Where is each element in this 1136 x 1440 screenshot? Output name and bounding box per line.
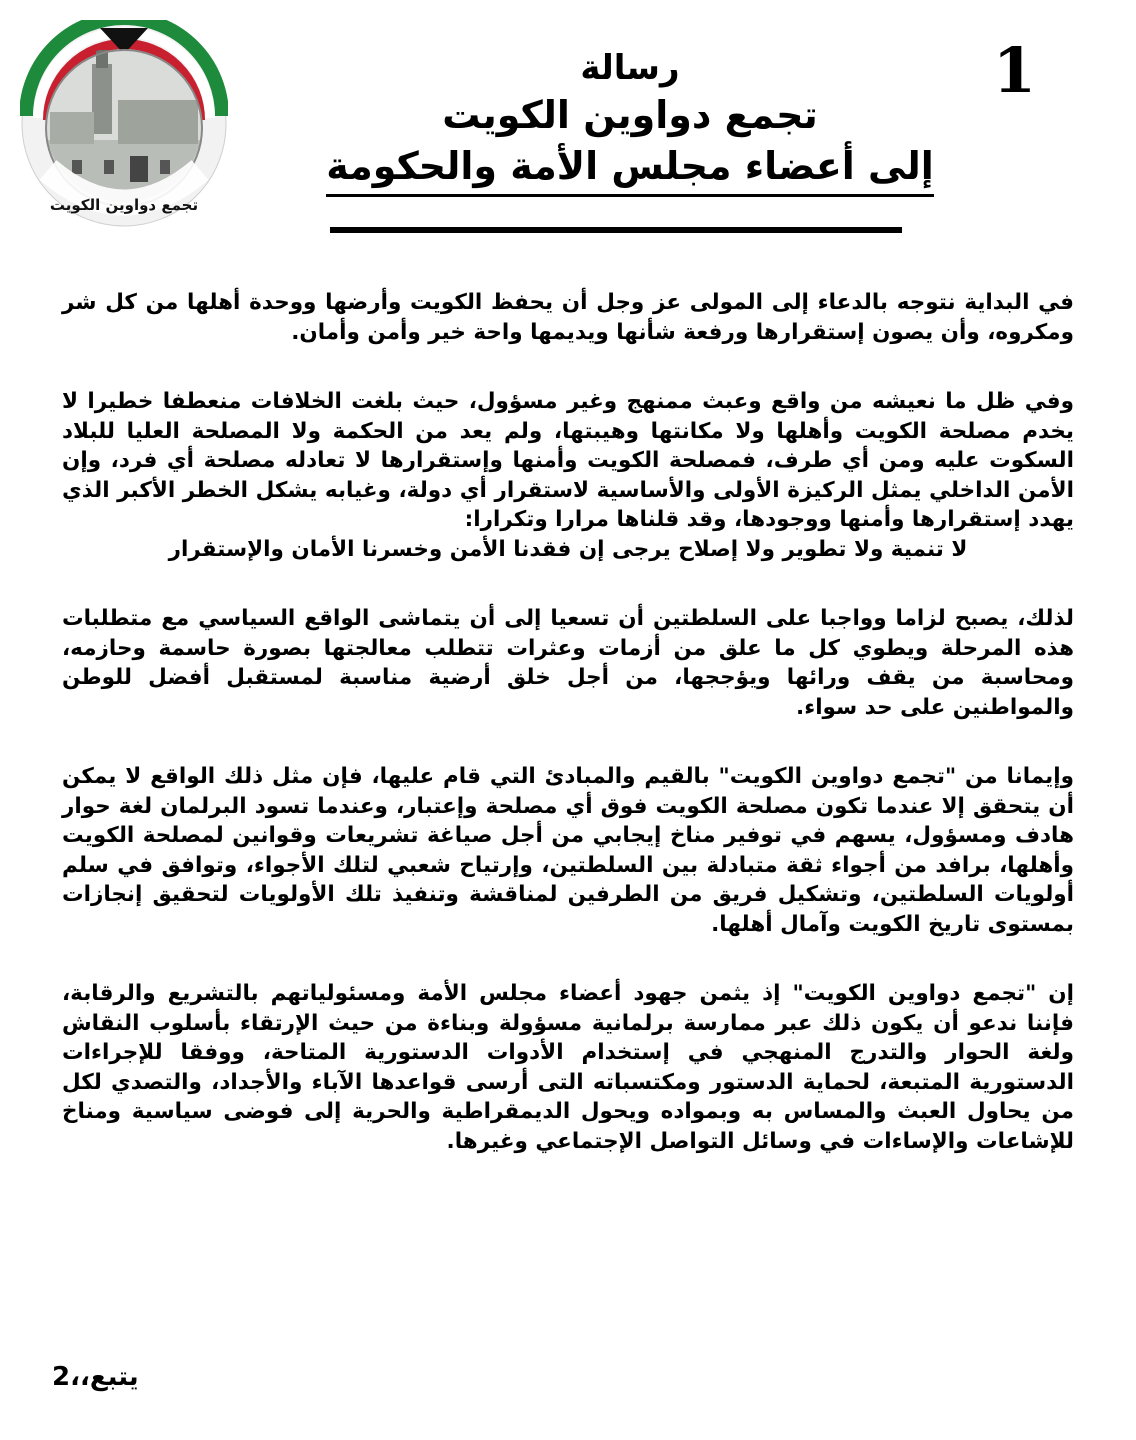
paragraph-opening: في البداية نتوجه بالدعاء إلى المولى عز وجل أن يحفظ الكويت وأرضها ووحدة أهلها من كل شر ومكروه، وأن يصون إستقرارها ورفعة شأنها ويديمها واحة خير وأمن وأمان. (62, 290, 1074, 345)
letter-header (300, 46, 960, 197)
sender-name: تجمع دواوين الكويت (442, 93, 818, 137)
continued-note: يتبع،،2 (52, 1362, 139, 1392)
paragraph-appreciation: إن "تجمع دواوين الكويت" إذ يثمن جهود أعضاء مجلس الأمة ومسئولياتهم بالتشريع والرقابة، فإننا ندعو أن يكون ذلك عبر ممارسة برلمانية مسؤولة وبناءة من حيث الإرتقاء بأسلوب النقاش ولغة الحوار والتدرج المنهجي في إستخدام الأدوات الدستورية المتاحة، ووفقا للإجراءات الدستورية المتبعة، لحماية الدستور ومكتسباته التى أرسى قواعدها الآباء والأجداد، والتصدي لكل من يحاول العبث والمساس به وبمواده ويحول الديمقراطية والحرية إلى فوضى سياسية ومناخ للإشاعات والإساءات في وسائل التواصل الإجتماعي وغيرها. (62, 981, 1074, 1154)
logo-text: تجمع دواوين الكويت (49, 196, 199, 214)
letter-label: رسالة (580, 48, 680, 88)
letter-body (62, 288, 1074, 1196)
paragraph-situation: وفي ظل ما نعيشه من واقع وعبث ممنهج وغير مسؤول، حيث بلغت الخلافات منعطفا خطيرا لا يخدم مصلحة الكويت وأهلها ولا مكانتها وهيبتها، ولم يعد من الحكمة ولا المصلحة العليا للبلاد السكوت عليه ومن أي طرف، فمصلحة الكويت وأمنها وإستقرارها لا تعادله مصلحة أي فرد، وإن الأمن الداخلي يمثل الركيزة الأولى والأساسية لاستقرار أي دولة، وغيابه يشكل الخطر الأكبر الذي يهدد إستقرارها وأمنها ووجودها، وقد قلناها مرارا وتكرارا: (62, 389, 1074, 532)
paragraph-emphasis: لا تنمية ولا تطوير ولا إصلاح يرجى إن فقدنا الأمن وخسرنا الأمان والإستقرار (168, 536, 968, 562)
header-divider (330, 227, 902, 233)
paragraph-belief: وإيمانا من "تجمع دواوين الكويت" بالقيم والمبادئ التي قام عليها، فإن مثل ذلك الواقع لا يمكن أن يتحقق إلا عندما تكون مصلحة الكويت فوق أي مصلحة وإعتبار، وعندما تسود البرلمان لغة حوار هادف ومسؤول، يسهم في توفير مناخ إيجابي من أجل صياغة تشريعات وقوانين لمصلحة الكويت وأهلها، برافد من أجواء ثقة متبادلة بين السلطتين، وإرتياح شعبي لتلك الأجواء، وتوافق في سلم أولويات السلطتين، وتشكيل فريق من الطرفين لمناقشة وتنفيذ تلك الأولويات لتحقيق إنجازات بمستوى تاريخ الكويت وآمال أهلها. (62, 764, 1074, 937)
paragraph-responsibility: لذلك، يصبح لزاما وواجبا على السلطتين أن تسعيا إلى أن يتماشى الواقع السياسي مع متطلبات هذه المرحلة ويطوي كل ما علق من أزمات وعثرات تتطلب معالجتها بصورة حاسمة وحازمه، ومحاسبة من يقف ورائها ويؤججها، من أجل خلق أرضية مناسبة لمستقبل أفضل للوطن والمواطنين على حد سواء. (62, 606, 1074, 720)
recipient-line: إلى أعضاء مجلس الأمة والحكومة (326, 140, 934, 197)
page-number: 1 (992, 34, 1036, 107)
diwaniya-gathering-logo (20, 20, 228, 228)
